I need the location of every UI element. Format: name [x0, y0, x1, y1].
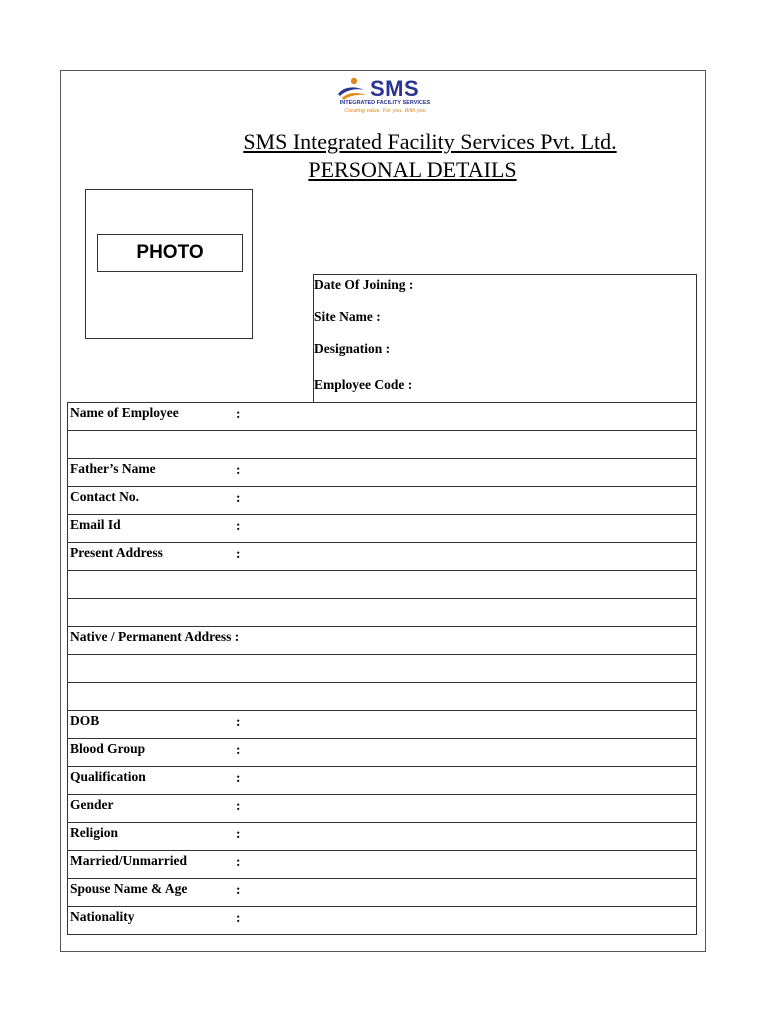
- field-colon: :: [236, 826, 241, 841]
- form-field[interactable]: [68, 571, 697, 599]
- form-field[interactable]: [68, 543, 697, 571]
- form-field[interactable]: [68, 907, 697, 935]
- company-logo: [322, 76, 442, 122]
- table-row: [68, 403, 697, 431]
- field-colon: :: [236, 854, 241, 869]
- form-field[interactable]: [68, 655, 697, 683]
- table-row: [68, 683, 697, 711]
- designation-label: Designation :: [314, 341, 391, 356]
- field-colon: :: [236, 742, 241, 757]
- photo-box[interactable]: [85, 189, 253, 339]
- form-field[interactable]: [68, 795, 697, 823]
- field-label: Married/Unmarried: [70, 853, 187, 868]
- form-field[interactable]: [68, 767, 697, 795]
- field-label: Spouse Name & Age: [70, 881, 188, 896]
- logo-brand: SMS: [370, 76, 420, 101]
- field-label: Qualification: [70, 769, 146, 784]
- field-label: Contact No.: [70, 489, 139, 504]
- field-label: Native / Permanent Address :: [70, 629, 240, 644]
- table-row: [68, 711, 697, 739]
- field-label: Blood Group: [70, 741, 146, 756]
- form-title: PERSONAL DETAILS: [308, 157, 517, 182]
- personal-details-table: [67, 402, 697, 935]
- form-field[interactable]: [68, 459, 697, 487]
- table-row: [68, 543, 697, 571]
- form-field[interactable]: [68, 431, 697, 459]
- field-label: Father’s Name: [70, 461, 156, 476]
- field-colon: :: [236, 518, 241, 533]
- table-row: [68, 515, 697, 543]
- form-field[interactable]: [68, 627, 697, 655]
- field-colon: :: [236, 406, 241, 421]
- table-row: [68, 851, 697, 879]
- logo-mark-icon: [334, 76, 370, 102]
- table-row: [68, 571, 697, 599]
- field-colon: :: [236, 882, 241, 897]
- form-field[interactable]: [68, 403, 697, 431]
- logo-tagline: Creating value. For you. With you: [344, 108, 426, 114]
- form-field[interactable]: [68, 487, 697, 515]
- company-title: SMS Integrated Facility Services Pvt. Ltd.: [243, 129, 617, 154]
- table-row: [68, 599, 697, 627]
- table-row: [68, 739, 697, 767]
- field-label: Name of Employee: [70, 405, 179, 420]
- field-colon: :: [236, 770, 241, 785]
- field-label: Present Address: [70, 545, 163, 560]
- field-label: Email Id: [70, 517, 121, 532]
- photo-label: PHOTO: [97, 234, 243, 272]
- field-label: Nationality: [70, 909, 135, 924]
- field-colon: :: [236, 714, 241, 729]
- table-row: [68, 487, 697, 515]
- logo-subtitle: INTEGRATED FACILITY SERVICES: [339, 100, 431, 106]
- date-of-joining-label: Date Of Joining :: [314, 277, 414, 292]
- field-colon: :: [236, 462, 241, 477]
- table-row: [68, 907, 697, 935]
- form-field[interactable]: [68, 879, 697, 907]
- field-label: Gender: [70, 797, 114, 812]
- field-colon: :: [236, 490, 241, 505]
- table-row: [68, 655, 697, 683]
- table-row: [68, 459, 697, 487]
- field-colon: :: [236, 546, 241, 561]
- table-row: [68, 767, 697, 795]
- form-field[interactable]: [68, 683, 697, 711]
- table-row: [68, 431, 697, 459]
- table-row: [68, 795, 697, 823]
- form-field[interactable]: [68, 851, 697, 879]
- employee-code-label: Employee Code :: [314, 377, 413, 392]
- field-colon: :: [236, 798, 241, 813]
- form-field[interactable]: [68, 739, 697, 767]
- table-row: [68, 823, 697, 851]
- form-field[interactable]: [68, 711, 697, 739]
- field-label: DOB: [70, 713, 100, 728]
- field-label: Religion: [70, 825, 119, 840]
- job-details-box: [313, 274, 697, 403]
- form-field[interactable]: [68, 599, 697, 627]
- site-name-label: Site Name :: [314, 309, 381, 324]
- field-colon: :: [236, 910, 241, 925]
- form-field[interactable]: [68, 515, 697, 543]
- table-row: [68, 627, 697, 655]
- form-field[interactable]: [68, 823, 697, 851]
- table-row: [68, 879, 697, 907]
